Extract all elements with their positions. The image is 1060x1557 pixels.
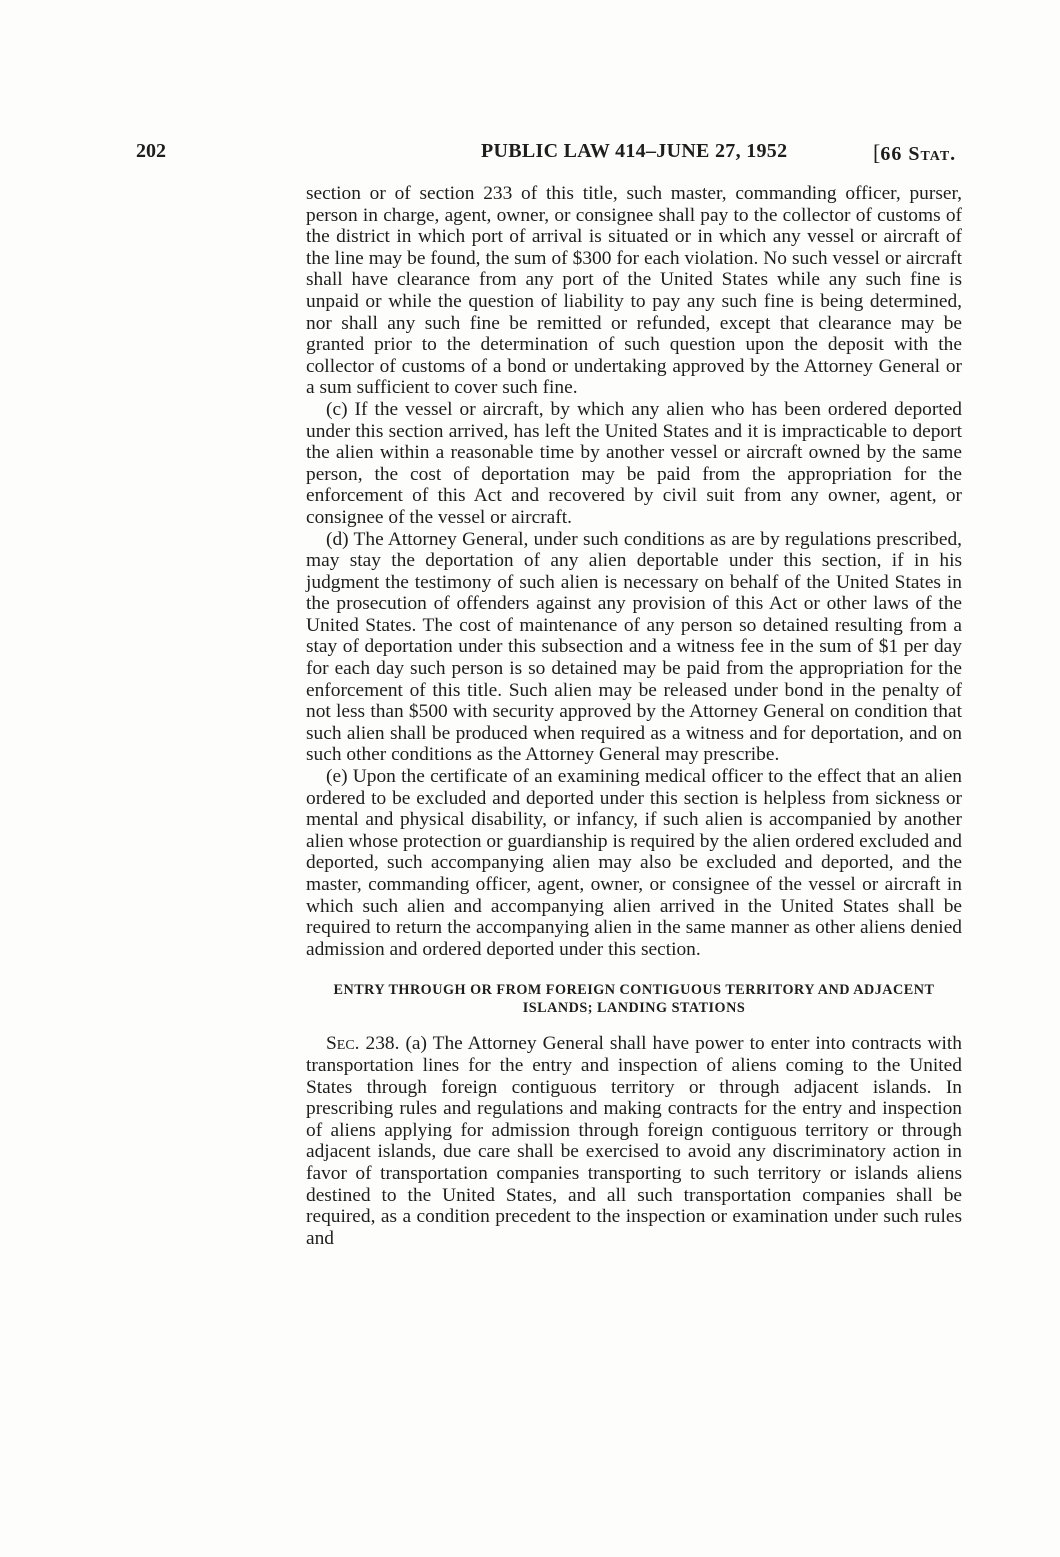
statute-reference — [873, 140, 956, 166]
page-header — [136, 140, 964, 168]
paragraph-continuation: section or of section 233 of this title, such master, commanding officer, purser, person in charge, agent, owner, or consignee shall pay to the collector of customs of the district in which port of arrival is situated or in which any vessel or aircraft of the line may be found, the sum of $300 for each violation. No such vessel or aircraft shall have clearance from any port of the United States while any such fine is unpaid or while the question of liability to pay any such fine is being determined, nor shall any such fine be remitted or refunded, except that clearance may be granted prior to the determination of such question upon the deposit with the collector of customs of a bond or undertaking approved by the Attorney General or a sum sufficient to cover such fine. — [306, 183, 962, 399]
paragraph-sec-238 — [306, 1033, 962, 1249]
document-body — [306, 183, 962, 1249]
paragraph-c: (c) If the vessel or aircraft, by which any alien who has been ordered deported under this section arrived, has left the United States and it is impracticable to deport the alien within a reasonable time by another vessel or aircraft owned by the same person, the cost of deportation may be paid from the appropriation for the enforcement of this Act and recovered by civil suit from any owner, agent, or consignee of the vessel or aircraft. — [306, 398, 962, 528]
running-title: PUBLIC LAW 414–JUNE 27, 1952 — [481, 140, 788, 162]
paragraph-e: (e) Upon the certificate of an examining medical officer to the effect that an alien ordered to be excluded and deported under this section is helpless from sickness or mental and physical disability, or infancy, if such alien is accompanied by another alien whose protection or guardianship is required by the alien ordered excluded and deported, such accompanying alien may also be excluded and deported, and the master, commanding officer, agent, owner, or consignee of the vessel or aircraft in which such alien and accompanying alien arrived in the United States shall be required to return the accompanying alien in the same manner as other aliens denied admission and ordered deported under this section. — [306, 766, 962, 960]
section-heading-line2: ISLANDS; LANDING STATIONS — [522, 1000, 746, 1017]
statute-citation: 66 Stat. — [880, 143, 957, 165]
paragraph-sec-238-text: (a) The Attorney General shall have power to enter into contracts with transportation lines for the entry and inspection of aliens coming to the United States through foreign contiguous territory or through adjacent islands. In prescribing rules and regulations and making contracts for the entry and inspection of aliens applying for admission through foreign contiguous territory or through adjacent islands, due care shall be exercised to avoid any discriminatory action in favor of transportation companies transporting to such territory or islands aliens destined to the United States, and all such transportation companies shall be required, as a condition precedent to the inspection or examination under such rules and — [306, 1033, 962, 1249]
section-label: Sec. 238. — [326, 1033, 400, 1055]
statute-bracket: [ — [873, 140, 881, 165]
paragraph-d: (d) The Attorney General, under such conditions as are by regulations prescribed, may stay the deportation of any alien deportable under this section, if in his judgment the testimony of such alien is necessary on behalf of the United States in the prosecution of offenders against any provision of this Act or other laws of the United States. The cost of maintenance of any person so detained resulting from a stay of deportation under this subsection and a witness fee in the sum of $1 per day for each day such person is so detained may be paid from the appropriation for the enforcement of this title. Such alien may be released under bond in the penalty of not less than $500 with security approved by the Attorney General on condition that such alien shall be produced when required as a witness and for deportation, and on such other conditions as the Attorney General may prescribe. — [306, 528, 962, 766]
section-heading — [306, 981, 962, 1017]
section-heading-line1: ENTRY THROUGH OR FROM FOREIGN CONTIGUOUS TERRITORY AND ADJACENT — [333, 982, 935, 999]
page-number: 202 — [136, 140, 166, 162]
